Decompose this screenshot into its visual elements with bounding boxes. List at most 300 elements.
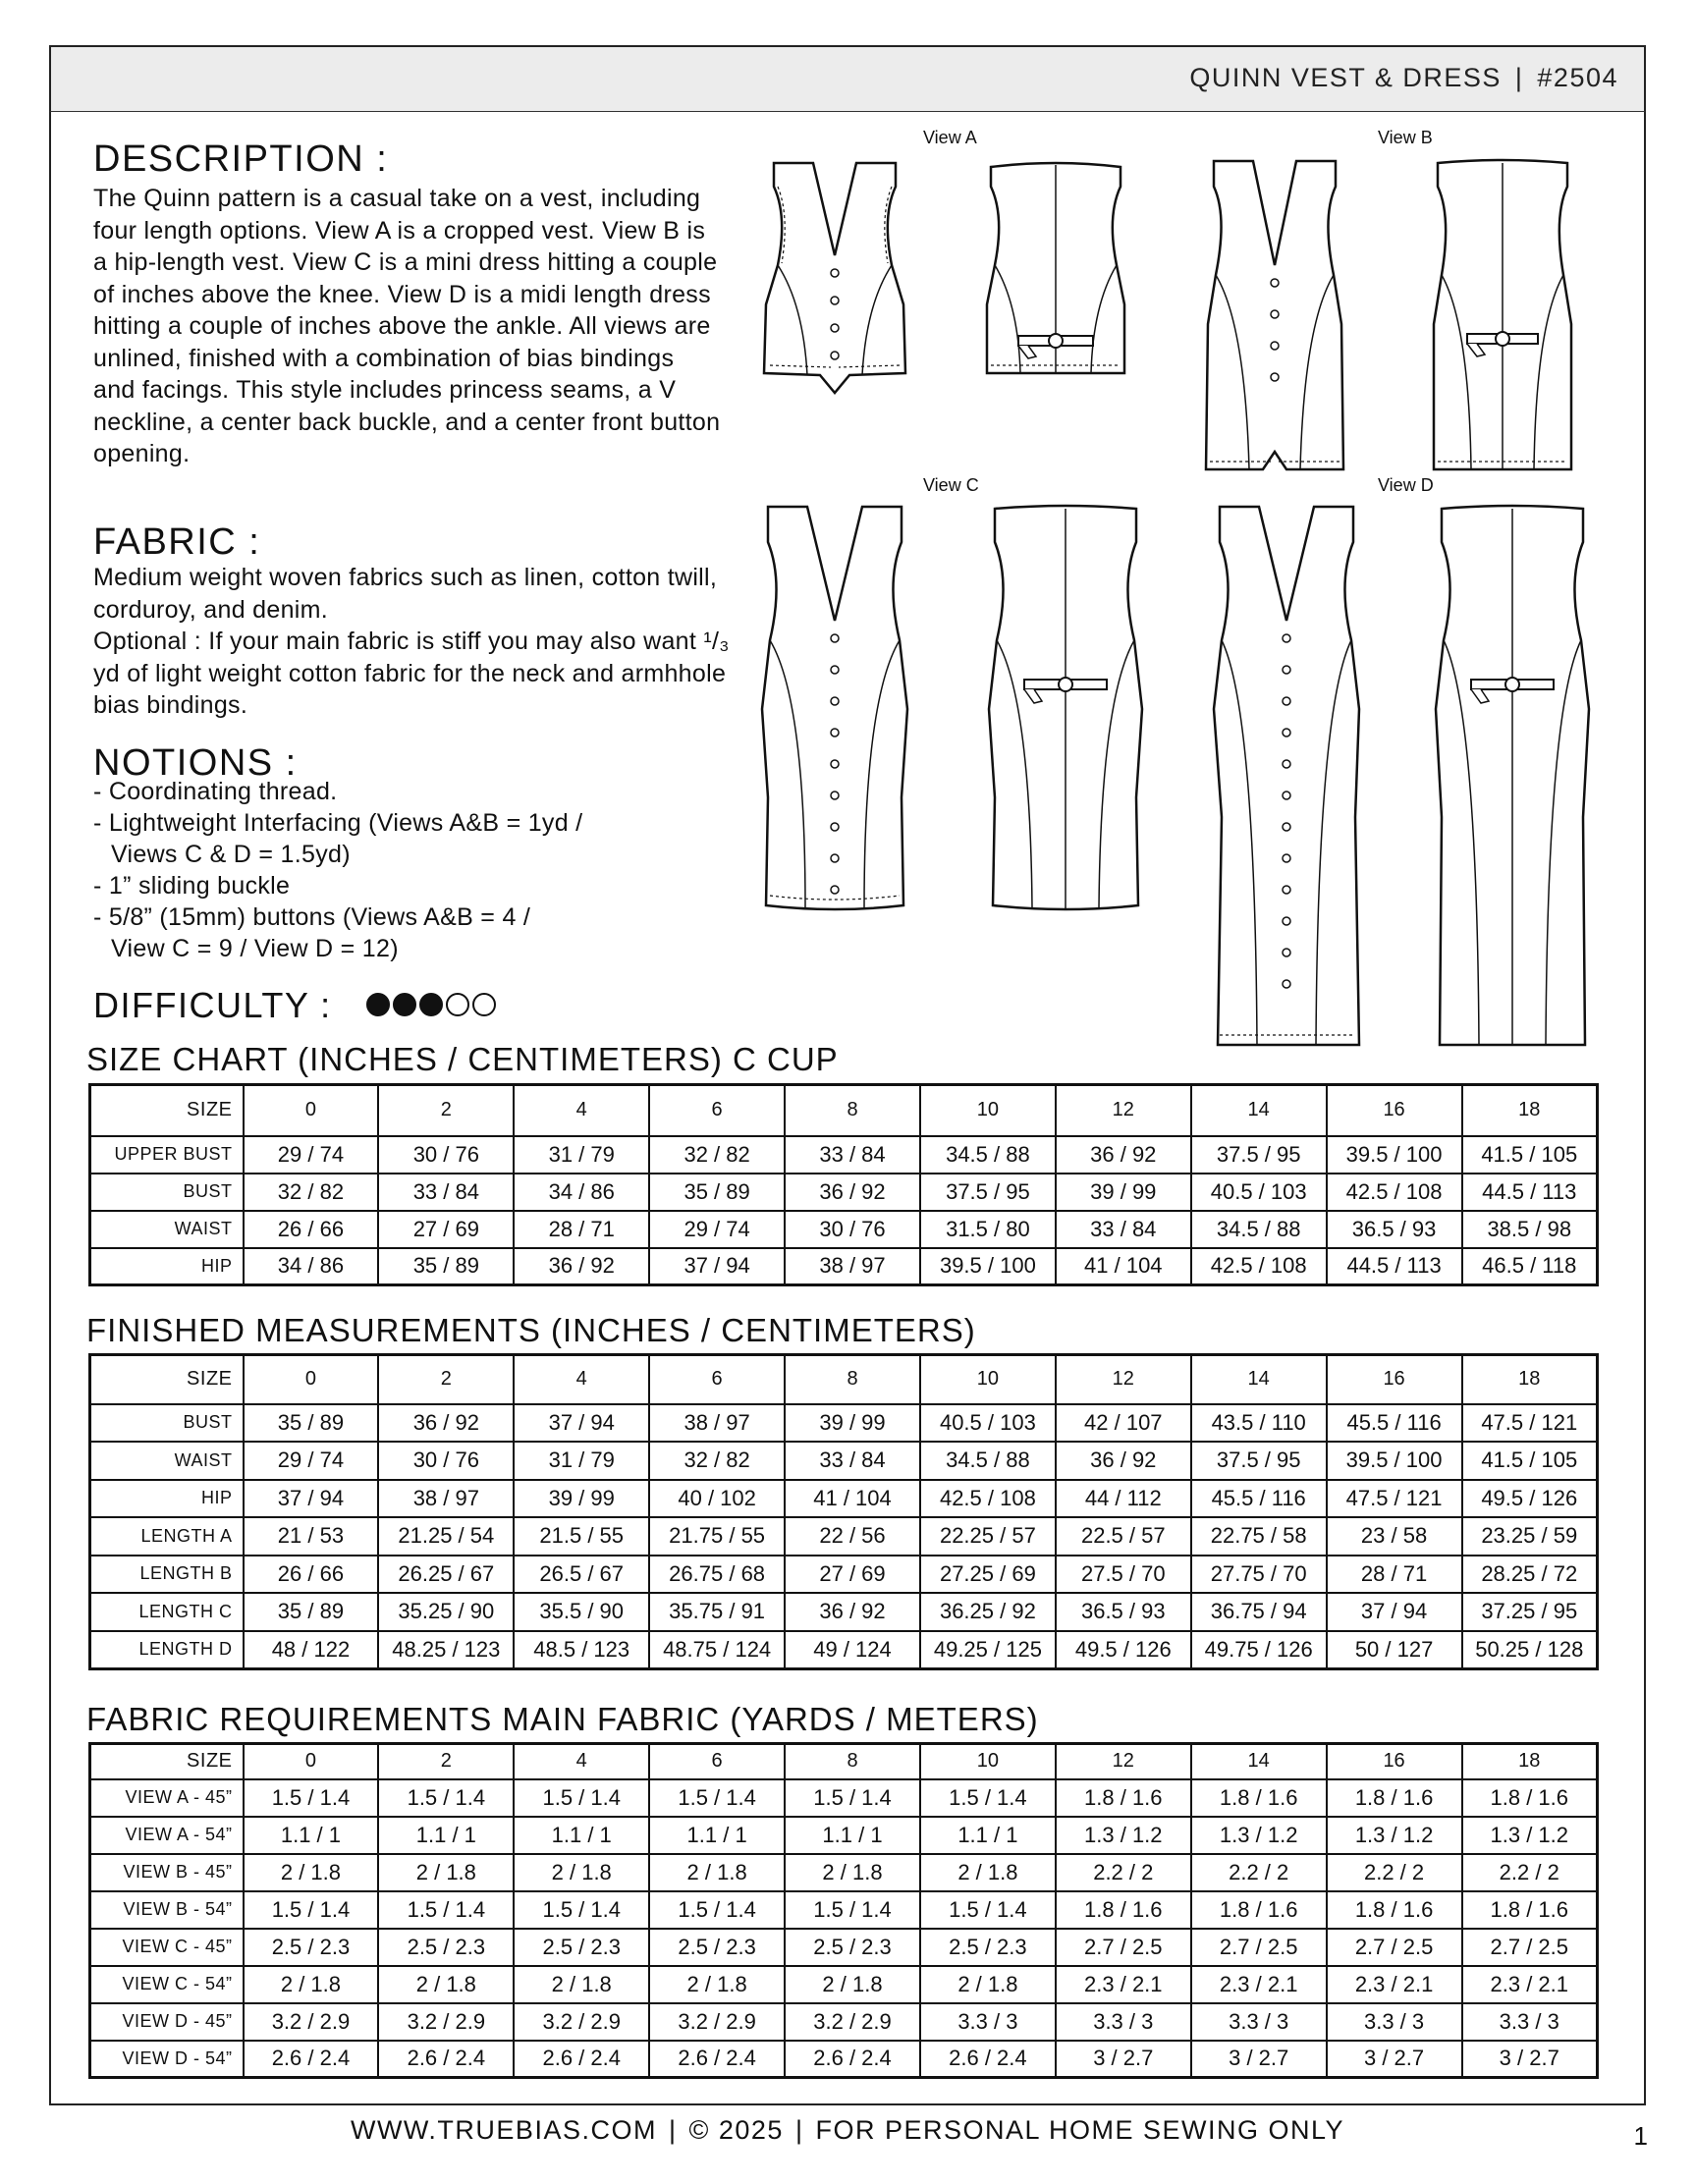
row-label: VIEW D - 54” <box>90 2041 244 2078</box>
row-label: WAIST <box>90 1211 244 1248</box>
table-cell: 1.5 / 1.4 <box>920 1779 1056 1817</box>
table-cell: 46.5 / 118 <box>1462 1248 1598 1285</box>
table-row <box>90 2003 1598 2041</box>
table-cell: 48.75 / 124 <box>649 1631 785 1669</box>
size-header: 14 <box>1191 1744 1327 1779</box>
table-row <box>90 1631 1598 1669</box>
size-header: 18 <box>1462 1085 1598 1136</box>
table-cell: 30 / 76 <box>785 1211 920 1248</box>
table-cell: 1.8 / 1.6 <box>1191 1891 1327 1929</box>
table-cell: 1.8 / 1.6 <box>1056 1779 1191 1817</box>
table-cell: 36.5 / 93 <box>1056 1593 1191 1631</box>
table-cell: 1.5 / 1.4 <box>649 1779 785 1817</box>
table-row <box>90 1817 1598 1854</box>
table-cell: 37 / 94 <box>649 1248 785 1285</box>
table-cell: 2.2 / 2 <box>1056 1854 1191 1891</box>
table-cell: 1.8 / 1.6 <box>1327 1891 1462 1929</box>
table-cell: 42.5 / 108 <box>1191 1248 1327 1285</box>
table-cell: 2.7 / 2.5 <box>1191 1929 1327 1966</box>
size-header: 10 <box>920 1355 1056 1404</box>
table-cell: 2.3 / 2.1 <box>1056 1966 1191 2003</box>
row-label: VIEW A - 45” <box>90 1779 244 1817</box>
table-cell: 3.3 / 3 <box>1462 2003 1598 2041</box>
table-cell: 1.8 / 1.6 <box>1191 1779 1327 1817</box>
table-cell: 26.5 / 67 <box>514 1556 649 1594</box>
table-cell: 23 / 58 <box>1327 1517 1462 1556</box>
table-cell: 49.5 / 126 <box>1056 1631 1191 1669</box>
view-b-back-illustration <box>1424 157 1581 471</box>
table-cell: 29 / 74 <box>244 1442 379 1480</box>
table-cell: 34.5 / 88 <box>920 1136 1056 1174</box>
table-cell: 29 / 74 <box>244 1136 379 1174</box>
header-bar <box>49 45 1646 112</box>
table-cell: 2.2 / 2 <box>1462 1854 1598 1891</box>
table-cell: 35 / 89 <box>649 1174 785 1211</box>
table-cell: 26.75 / 68 <box>649 1556 785 1594</box>
table-cell: 40.5 / 103 <box>1191 1174 1327 1211</box>
footer-note: FOR PERSONAL HOME SEWING ONLY <box>815 2115 1345 2145</box>
table-cell: 36 / 92 <box>785 1593 920 1631</box>
fabric-heading: FABRIC : <box>93 521 261 563</box>
table-cell: 1.5 / 1.4 <box>649 1891 785 1929</box>
size-header: 16 <box>1327 1744 1462 1779</box>
table-cell: 1.1 / 1 <box>649 1817 785 1854</box>
size-header: 16 <box>1327 1085 1462 1136</box>
table-cell: 3.3 / 3 <box>1056 2003 1191 2041</box>
table-cell: 50.25 / 128 <box>1462 1631 1598 1669</box>
table-cell: 47.5 / 121 <box>1462 1404 1598 1443</box>
table-cell: 2 / 1.8 <box>649 1854 785 1891</box>
finished-measurements-table <box>88 1353 1599 1670</box>
table-cell: 27.75 / 70 <box>1191 1556 1327 1594</box>
row-label: LENGTH C <box>90 1593 244 1631</box>
table-cell: 33 / 84 <box>378 1174 514 1211</box>
table-cell: 38 / 97 <box>785 1248 920 1285</box>
footer-website[interactable]: WWW.TRUEBIAS.COM <box>350 2115 657 2145</box>
table-cell: 42.5 / 108 <box>920 1480 1056 1518</box>
difficulty-rating <box>366 993 496 1016</box>
table-cell: 36.75 / 94 <box>1191 1593 1327 1631</box>
table-cell: 2.7 / 2.5 <box>1327 1929 1462 1966</box>
pattern-number: #2504 <box>1537 63 1618 92</box>
size-header: 0 <box>244 1355 379 1404</box>
table-cell: 22.5 / 57 <box>1056 1517 1191 1556</box>
table-cell: 35.25 / 90 <box>378 1593 514 1631</box>
size-header: 6 <box>649 1355 785 1404</box>
table-cell: 3 / 2.7 <box>1327 2041 1462 2078</box>
table-cell: 21.75 / 55 <box>649 1517 785 1556</box>
table-cell: 48 / 122 <box>244 1631 379 1669</box>
table-cell: 26 / 66 <box>244 1211 379 1248</box>
view-d-front-illustration <box>1198 503 1375 1053</box>
table-cell: 28 / 71 <box>514 1211 649 1248</box>
size-header: 8 <box>785 1085 920 1136</box>
row-label: VIEW B - 45” <box>90 1854 244 1891</box>
table-cell: 2.6 / 2.4 <box>244 2041 379 2078</box>
table-cell: 1.1 / 1 <box>244 1817 379 1854</box>
view-d-label: View D <box>1378 475 1434 495</box>
row-label: LENGTH D <box>90 1631 244 1669</box>
table-cell: 2.3 / 2.1 <box>1462 1966 1598 2003</box>
table-cell: 34.5 / 88 <box>920 1442 1056 1480</box>
table-row <box>90 1442 1598 1480</box>
table-cell: 22.25 / 57 <box>920 1517 1056 1556</box>
table-row <box>90 1779 1598 1817</box>
table-cell: 21.25 / 54 <box>378 1517 514 1556</box>
table-cell: 39.5 / 100 <box>1327 1442 1462 1480</box>
notion-item: View C = 9 / View D = 12) <box>111 935 399 962</box>
size-header: 6 <box>649 1085 785 1136</box>
size-header: 2 <box>378 1744 514 1779</box>
table-cell: 1.3 / 1.2 <box>1462 1817 1598 1854</box>
row-label: VIEW A - 54” <box>90 1817 244 1854</box>
description-text: The Quinn pattern is a casual take on a vest, including four length options. View A is a cropped vest. View B is a hip-length vest. View C is a mini dress hitting a couple of inches above the knee. View D is a midi length dress hitting a couple of inches above the ankle. All views are unlined, finished with a combination of bias bindings and facings. This style includes princess seams, a V neckline, a center back buckle, and a center front button opening. <box>93 185 721 467</box>
view-c-label: View C <box>923 475 979 495</box>
table-cell: 2 / 1.8 <box>378 1966 514 2003</box>
table-cell: 2.5 / 2.3 <box>244 1929 379 1966</box>
table-row <box>90 1593 1598 1631</box>
table-cell: 37 / 94 <box>514 1404 649 1443</box>
fabric-text: Medium weight woven fabrics such as linen, cotton twill, corduroy, and denim. Optional : If your main fabric is stiff you may also want ¹/₃ yd of light weight cotton fabric for the neck and armhhole bias bindings. <box>93 564 730 719</box>
table-row <box>90 2041 1598 2078</box>
table-cell: 39.5 / 100 <box>920 1248 1056 1285</box>
table-cell: 39 / 99 <box>1056 1174 1191 1211</box>
table-cell: 1.3 / 1.2 <box>1191 1817 1327 1854</box>
table-cell: 2 / 1.8 <box>244 1854 379 1891</box>
size-header: 8 <box>785 1744 920 1779</box>
table-row <box>90 1966 1598 2003</box>
table-cell: 45.5 / 116 <box>1191 1480 1327 1518</box>
table-cell: 3.3 / 3 <box>1327 2003 1462 2041</box>
header-label: SIZE <box>90 1744 244 1779</box>
size-header: 12 <box>1056 1355 1191 1404</box>
table-cell: 21.5 / 55 <box>514 1517 649 1556</box>
size-header: 12 <box>1056 1744 1191 1779</box>
table-row <box>90 1404 1598 1443</box>
table-cell: 41.5 / 105 <box>1462 1136 1598 1174</box>
table-cell: 44.5 / 113 <box>1327 1248 1462 1285</box>
table-cell: 37.5 / 95 <box>1191 1136 1327 1174</box>
size-header: 16 <box>1327 1355 1462 1404</box>
table-cell: 22.75 / 58 <box>1191 1517 1327 1556</box>
table-cell: 44 / 112 <box>1056 1480 1191 1518</box>
row-label: HIP <box>90 1248 244 1285</box>
table-cell: 36 / 92 <box>514 1248 649 1285</box>
row-label: WAIST <box>90 1442 244 1480</box>
table-cell: 36 / 92 <box>378 1404 514 1443</box>
table-cell: 33 / 84 <box>1056 1211 1191 1248</box>
table-cell: 36 / 92 <box>785 1174 920 1211</box>
size-header: 12 <box>1056 1085 1191 1136</box>
table-cell: 1.3 / 1.2 <box>1327 1817 1462 1854</box>
table-cell: 1.5 / 1.4 <box>920 1891 1056 1929</box>
table-cell: 37.5 / 95 <box>1191 1442 1327 1480</box>
table-row <box>90 1556 1598 1594</box>
view-b-front-illustration <box>1196 157 1353 471</box>
table-cell: 3.2 / 2.9 <box>378 2003 514 2041</box>
difficulty-dot-filled <box>393 993 416 1016</box>
view-a-label: View A <box>923 128 977 147</box>
table-cell: 3 / 2.7 <box>1191 2041 1327 2078</box>
table-row <box>90 1854 1598 1891</box>
size-header: 14 <box>1191 1085 1327 1136</box>
row-label: VIEW B - 54” <box>90 1891 244 1929</box>
difficulty-dot-filled <box>366 993 390 1016</box>
row-label: BUST <box>90 1174 244 1211</box>
row-label: BUST <box>90 1404 244 1443</box>
table-cell: 35.5 / 90 <box>514 1593 649 1631</box>
table-row <box>90 1211 1598 1248</box>
table-cell: 3.2 / 2.9 <box>785 2003 920 2041</box>
size-chart-title: SIZE CHART (INCHES / CENTIMETERS) C CUP <box>86 1041 839 1077</box>
size-header: 10 <box>920 1085 1056 1136</box>
size-header: 4 <box>514 1355 649 1404</box>
table-cell: 48.25 / 123 <box>378 1631 514 1669</box>
table-cell: 1.8 / 1.6 <box>1462 1779 1598 1817</box>
size-header: 2 <box>378 1355 514 1404</box>
table-cell: 1.8 / 1.6 <box>1327 1779 1462 1817</box>
view-a-back-illustration <box>977 157 1134 398</box>
size-header: 18 <box>1462 1355 1598 1404</box>
table-cell: 3.3 / 3 <box>1191 2003 1327 2041</box>
table-cell: 21 / 53 <box>244 1517 379 1556</box>
header-separator: | <box>1514 63 1524 92</box>
finished-measurements-title: FINISHED MEASUREMENTS (INCHES / CENTIMETERS) <box>86 1312 976 1348</box>
notion-item: - 1” sliding buckle <box>93 872 291 900</box>
table-cell: 36.5 / 93 <box>1327 1211 1462 1248</box>
size-header: 2 <box>378 1085 514 1136</box>
table-cell: 2 / 1.8 <box>514 1854 649 1891</box>
table-cell: 28 / 71 <box>1327 1556 1462 1594</box>
table-cell: 3 / 2.7 <box>1462 2041 1598 2078</box>
table-cell: 39 / 99 <box>785 1404 920 1443</box>
notion-item: Views C & D = 1.5yd) <box>111 841 351 868</box>
table-cell: 2.3 / 2.1 <box>1191 1966 1327 2003</box>
table-cell: 31 / 79 <box>514 1136 649 1174</box>
table-cell: 48.5 / 123 <box>514 1631 649 1669</box>
table-cell: 2.7 / 2.5 <box>1056 1929 1191 1966</box>
table-cell: 3 / 2.7 <box>1056 2041 1191 2078</box>
table-cell: 36 / 92 <box>1056 1442 1191 1480</box>
view-c-back-illustration <box>977 503 1154 915</box>
table-cell: 2.5 / 2.3 <box>785 1929 920 1966</box>
table-cell: 39.5 / 100 <box>1327 1136 1462 1174</box>
table-cell: 1.5 / 1.4 <box>785 1779 920 1817</box>
table-cell: 36.25 / 92 <box>920 1593 1056 1631</box>
table-cell: 1.5 / 1.4 <box>378 1891 514 1929</box>
row-label: VIEW C - 54” <box>90 1966 244 2003</box>
table-cell: 49.5 / 126 <box>1462 1480 1598 1518</box>
table-cell: 1.5 / 1.4 <box>378 1779 514 1817</box>
view-c-front-illustration <box>746 503 923 915</box>
table-cell: 2.2 / 2 <box>1327 1854 1462 1891</box>
view-b-label: View B <box>1378 128 1433 147</box>
notions-list <box>93 776 582 964</box>
size-header: 6 <box>649 1744 785 1779</box>
table-cell: 35.75 / 91 <box>649 1593 785 1631</box>
table-cell: 42.5 / 108 <box>1327 1174 1462 1211</box>
size-header: 4 <box>514 1085 649 1136</box>
row-label: UPPER BUST <box>90 1136 244 1174</box>
table-cell: 37 / 94 <box>1327 1593 1462 1631</box>
size-header: 0 <box>244 1744 379 1779</box>
table-cell: 35 / 89 <box>244 1593 379 1631</box>
table-cell: 35 / 89 <box>378 1248 514 1285</box>
table-cell: 41 / 104 <box>785 1480 920 1518</box>
table-header-row <box>90 1355 1598 1404</box>
size-header: 10 <box>920 1744 1056 1779</box>
table-row <box>90 1929 1598 1966</box>
table-row <box>90 1248 1598 1285</box>
table-cell: 34 / 86 <box>244 1248 379 1285</box>
notion-item: - Lightweight Interfacing (Views A&B = 1yd / <box>93 809 583 837</box>
table-cell: 37 / 94 <box>244 1480 379 1518</box>
table-cell: 2.3 / 2.1 <box>1327 1966 1462 2003</box>
table-row <box>90 1891 1598 1929</box>
table-cell: 32 / 82 <box>244 1174 379 1211</box>
size-chart-table <box>88 1083 1599 1286</box>
table-cell: 1.1 / 1 <box>514 1817 649 1854</box>
table-cell: 49 / 124 <box>785 1631 920 1669</box>
table-cell: 1.5 / 1.4 <box>244 1779 379 1817</box>
difficulty-dot-filled <box>419 993 443 1016</box>
table-cell: 41 / 104 <box>1056 1248 1191 1285</box>
table-cell: 37.5 / 95 <box>920 1174 1056 1211</box>
table-cell: 23.25 / 59 <box>1462 1517 1598 1556</box>
footer-separator: | <box>794 2115 804 2145</box>
table-cell: 2.6 / 2.4 <box>378 2041 514 2078</box>
size-header: 18 <box>1462 1744 1598 1779</box>
table-cell: 26.25 / 67 <box>378 1556 514 1594</box>
table-cell: 3.3 / 3 <box>920 2003 1056 2041</box>
table-cell: 40.5 / 103 <box>920 1404 1056 1443</box>
table-cell: 27.5 / 70 <box>1056 1556 1191 1594</box>
view-d-back-illustration <box>1424 503 1601 1053</box>
notions-heading: NOTIONS : <box>93 742 298 784</box>
table-cell: 1.1 / 1 <box>785 1817 920 1854</box>
table-cell: 2 / 1.8 <box>785 1854 920 1891</box>
table-cell: 49.75 / 126 <box>1191 1631 1327 1669</box>
table-cell: 2 / 1.8 <box>785 1966 920 2003</box>
table-cell: 2 / 1.8 <box>649 1966 785 2003</box>
table-cell: 31 / 79 <box>514 1442 649 1480</box>
table-cell: 3.2 / 2.9 <box>244 2003 379 2041</box>
footer <box>0 2115 1695 2146</box>
table-cell: 27 / 69 <box>785 1556 920 1594</box>
size-header: 14 <box>1191 1355 1327 1404</box>
table-cell: 2.5 / 2.3 <box>649 1929 785 1966</box>
table-cell: 2.5 / 2.3 <box>378 1929 514 1966</box>
description-heading: DESCRIPTION : <box>93 138 389 180</box>
table-cell: 31.5 / 80 <box>920 1211 1056 1248</box>
table-cell: 1.1 / 1 <box>378 1817 514 1854</box>
table-cell: 44.5 / 113 <box>1462 1174 1598 1211</box>
table-cell: 45.5 / 116 <box>1327 1404 1462 1443</box>
table-cell: 26 / 66 <box>244 1556 379 1594</box>
table-cell: 38 / 97 <box>378 1480 514 1518</box>
table-cell: 1.5 / 1.4 <box>785 1891 920 1929</box>
row-label: LENGTH B <box>90 1556 244 1594</box>
table-cell: 39 / 99 <box>514 1480 649 1518</box>
size-header: 8 <box>785 1355 920 1404</box>
table-row <box>90 1517 1598 1556</box>
table-cell: 2.6 / 2.4 <box>514 2041 649 2078</box>
table-cell: 2.6 / 2.4 <box>785 2041 920 2078</box>
table-cell: 2 / 1.8 <box>920 1966 1056 2003</box>
table-cell: 37.25 / 95 <box>1462 1593 1598 1631</box>
fabric-requirements-title: FABRIC REQUIREMENTS MAIN FABRIC (YARDS / METERS) <box>86 1701 1039 1737</box>
header-label: SIZE <box>90 1085 244 1136</box>
table-row <box>90 1136 1598 1174</box>
table-cell: 22 / 56 <box>785 1517 920 1556</box>
table-cell: 36 / 92 <box>1056 1136 1191 1174</box>
footer-copyright: © 2025 <box>688 2115 784 2145</box>
table-cell: 34 / 86 <box>514 1174 649 1211</box>
table-cell: 2.6 / 2.4 <box>920 2041 1056 2078</box>
page-number: 1 <box>1633 2121 1648 2151</box>
table-cell: 38 / 97 <box>649 1404 785 1443</box>
table-cell: 1.5 / 1.4 <box>514 1891 649 1929</box>
table-cell: 1.8 / 1.6 <box>1462 1891 1598 1929</box>
table-cell: 43.5 / 110 <box>1191 1404 1327 1443</box>
table-cell: 2 / 1.8 <box>378 1854 514 1891</box>
table-cell: 1.1 / 1 <box>920 1817 1056 1854</box>
difficulty-label: DIFFICULTY : <box>93 985 332 1025</box>
table-cell: 2 / 1.8 <box>244 1966 379 2003</box>
table-cell: 33 / 84 <box>785 1442 920 1480</box>
table-row <box>90 1174 1598 1211</box>
table-header-row <box>90 1085 1598 1136</box>
table-cell: 35 / 89 <box>244 1404 379 1443</box>
table-cell: 27 / 69 <box>378 1211 514 1248</box>
table-header-row <box>90 1744 1598 1779</box>
table-cell: 32 / 82 <box>649 1442 785 1480</box>
row-label: VIEW C - 45” <box>90 1929 244 1966</box>
view-a-front-illustration <box>756 157 913 398</box>
table-cell: 2.5 / 2.3 <box>920 1929 1056 1966</box>
notion-item: - 5/8” (15mm) buttons (Views A&B = 4 / <box>93 903 531 931</box>
table-cell: 33 / 84 <box>785 1136 920 1174</box>
table-cell: 1.5 / 1.4 <box>244 1891 379 1929</box>
table-cell: 32 / 82 <box>649 1136 785 1174</box>
size-header: 0 <box>244 1085 379 1136</box>
size-header: 4 <box>514 1744 649 1779</box>
table-cell: 42 / 107 <box>1056 1404 1191 1443</box>
difficulty-dot-empty <box>472 993 496 1016</box>
row-label: LENGTH A <box>90 1517 244 1556</box>
row-label: VIEW D - 45” <box>90 2003 244 2041</box>
table-cell: 40 / 102 <box>649 1480 785 1518</box>
table-cell: 2 / 1.8 <box>920 1854 1056 1891</box>
table-cell: 30 / 76 <box>378 1442 514 1480</box>
table-cell: 3.2 / 2.9 <box>514 2003 649 2041</box>
table-cell: 50 / 127 <box>1327 1631 1462 1669</box>
table-cell: 1.8 / 1.6 <box>1056 1891 1191 1929</box>
table-cell: 27.25 / 69 <box>920 1556 1056 1594</box>
pattern-title <box>1189 63 1618 93</box>
difficulty-dot-empty <box>446 993 469 1016</box>
table-cell: 41.5 / 105 <box>1462 1442 1598 1480</box>
fabric-requirements-table <box>88 1742 1599 2079</box>
table-cell: 2.2 / 2 <box>1191 1854 1327 1891</box>
table-cell: 49.25 / 125 <box>920 1631 1056 1669</box>
pattern-name: QUINN VEST & DRESS <box>1189 63 1502 92</box>
table-cell: 34.5 / 88 <box>1191 1211 1327 1248</box>
table-cell: 30 / 76 <box>378 1136 514 1174</box>
footer-separator: | <box>668 2115 678 2145</box>
header-label: SIZE <box>90 1355 244 1404</box>
table-cell: 1.5 / 1.4 <box>514 1779 649 1817</box>
